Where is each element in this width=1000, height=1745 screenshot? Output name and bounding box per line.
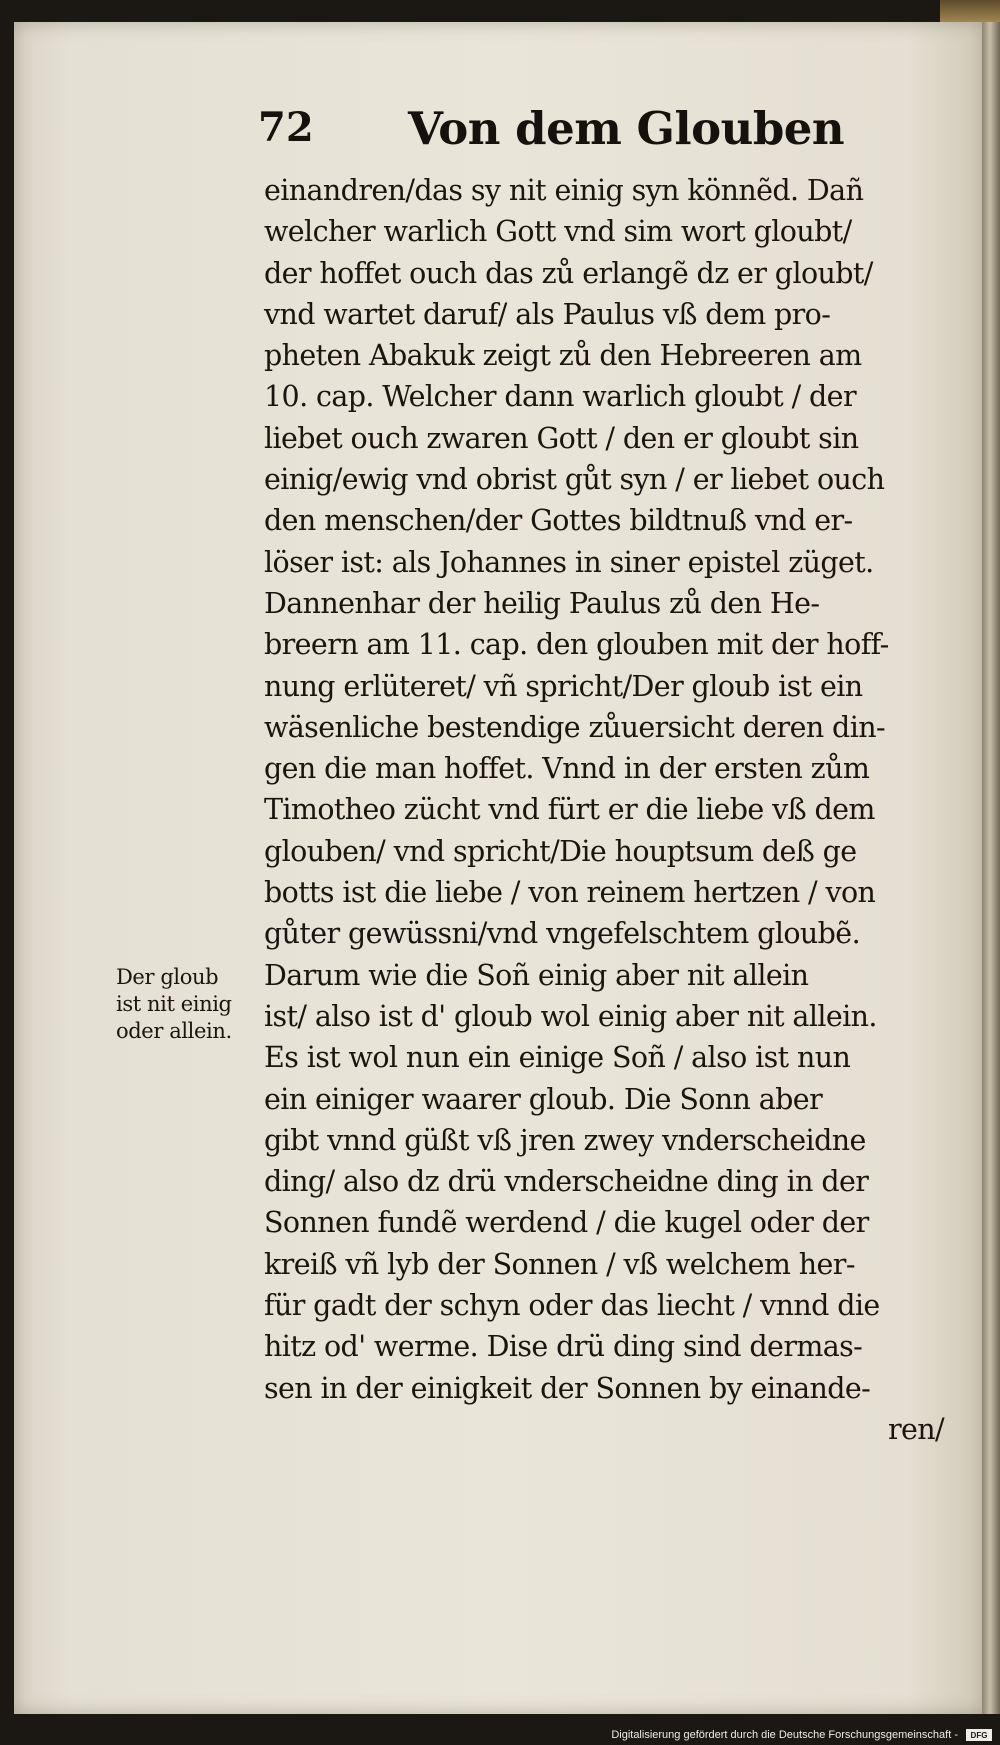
dfg-logo-icon: DFG: [966, 1729, 992, 1741]
page-edge: [982, 22, 1000, 1714]
text-line: gůter gewüssni/vnd vngefelschtem gloubẽ.: [264, 917, 861, 951]
text-line: den menschen/der Gottes bildtnuß vnd er-: [264, 504, 853, 538]
text-line: ein einiger waarer gloub. Die Sonn aber: [264, 1082, 823, 1116]
running-head: Von dem Glouben: [408, 102, 845, 155]
text-line: welcher warlich Gott vnd sim wort gloubt/: [264, 215, 852, 249]
text-line: liebet ouch zwaren Gott / den er gloubt sin: [264, 421, 859, 455]
catchword: ren/: [887, 1412, 944, 1446]
text-line: der hoffet ouch das zů erlangẽ dz er gloubt/: [264, 256, 873, 290]
digitization-footer: [611, 1729, 992, 1741]
text-line: löser ist: als Johannes in siner epistel züget.: [264, 545, 874, 579]
text-line: Sonnen fundẽ werdend / die kugel oder der: [264, 1206, 869, 1240]
text-line: wäsenliche bestendige zůuersicht deren din-: [264, 710, 885, 744]
margin-note-line: ist nit einig: [116, 992, 232, 1016]
footer-credit: Digitalisierung gefördert durch die Deutsche Forschungsgemeinschaft -: [611, 1729, 958, 1741]
text-line: gen die man hoffet. Vnnd in der ersten zům: [264, 752, 870, 786]
page-header: [258, 104, 878, 164]
text-line: vnd wartet daruf/ als Paulus vß dem pro-: [264, 297, 831, 331]
page-edge-top: [940, 0, 1000, 22]
body-text: [264, 170, 954, 1450]
text-line: nung erlüteret/ vñ spricht/Der gloub ist ein: [264, 669, 863, 703]
text-line: Dannenhar der heilig Paulus zů den He-: [264, 586, 820, 620]
text-line: botts ist die liebe / von reinem hertzen / von: [264, 876, 876, 910]
text-line: einandren/das sy nit einig syn könnẽd. Dañ: [264, 174, 864, 207]
text-line: sen in der einigkeit der Sonnen by einande-: [264, 1371, 871, 1405]
text-line: einig/ewig vnd obrist gůt syn / er liebet ouch: [264, 463, 885, 497]
text-line: 10. cap. Welcher dann warlich gloubt / der: [264, 380, 856, 414]
margin-note: [116, 964, 261, 1045]
margin-note-line: oder allein.: [116, 1019, 232, 1043]
text-line: gibt vnnd güßt vß jren zwey vnderscheidne: [264, 1123, 866, 1157]
text-line: kreiß vñ lyb der Sonnen / vß welchem her-: [264, 1247, 855, 1281]
text-line: Darum wie die Soñ einig aber nit allein: [264, 958, 809, 992]
page-number: 72: [258, 104, 314, 151]
text-line: ist/ also ist d' gloub wol einig aber nit allein.: [264, 999, 877, 1033]
text-line: ding/ also dz drü vnderscheidne ding in der: [264, 1165, 869, 1199]
text-line: glouben/ vnd spricht/Die houptsum deß ge: [264, 834, 857, 868]
text-line: Es ist wol nun ein einige Soñ / also ist nun: [264, 1041, 851, 1075]
text-line: für gadt der schyn oder das liecht / vnnd die: [264, 1289, 880, 1323]
margin-note-line: Der gloub: [116, 965, 219, 989]
text-line: pheten Abakuk zeigt zů den Hebreeren am: [264, 339, 862, 373]
text-line: Timotheo zücht vnd fürt er die liebe vß dem: [264, 793, 875, 827]
text-line: hitz od' werme. Dise drü ding sind dermas-: [264, 1330, 863, 1364]
text-line: breern am 11. cap. den glouben mit der hoff-: [264, 628, 889, 662]
